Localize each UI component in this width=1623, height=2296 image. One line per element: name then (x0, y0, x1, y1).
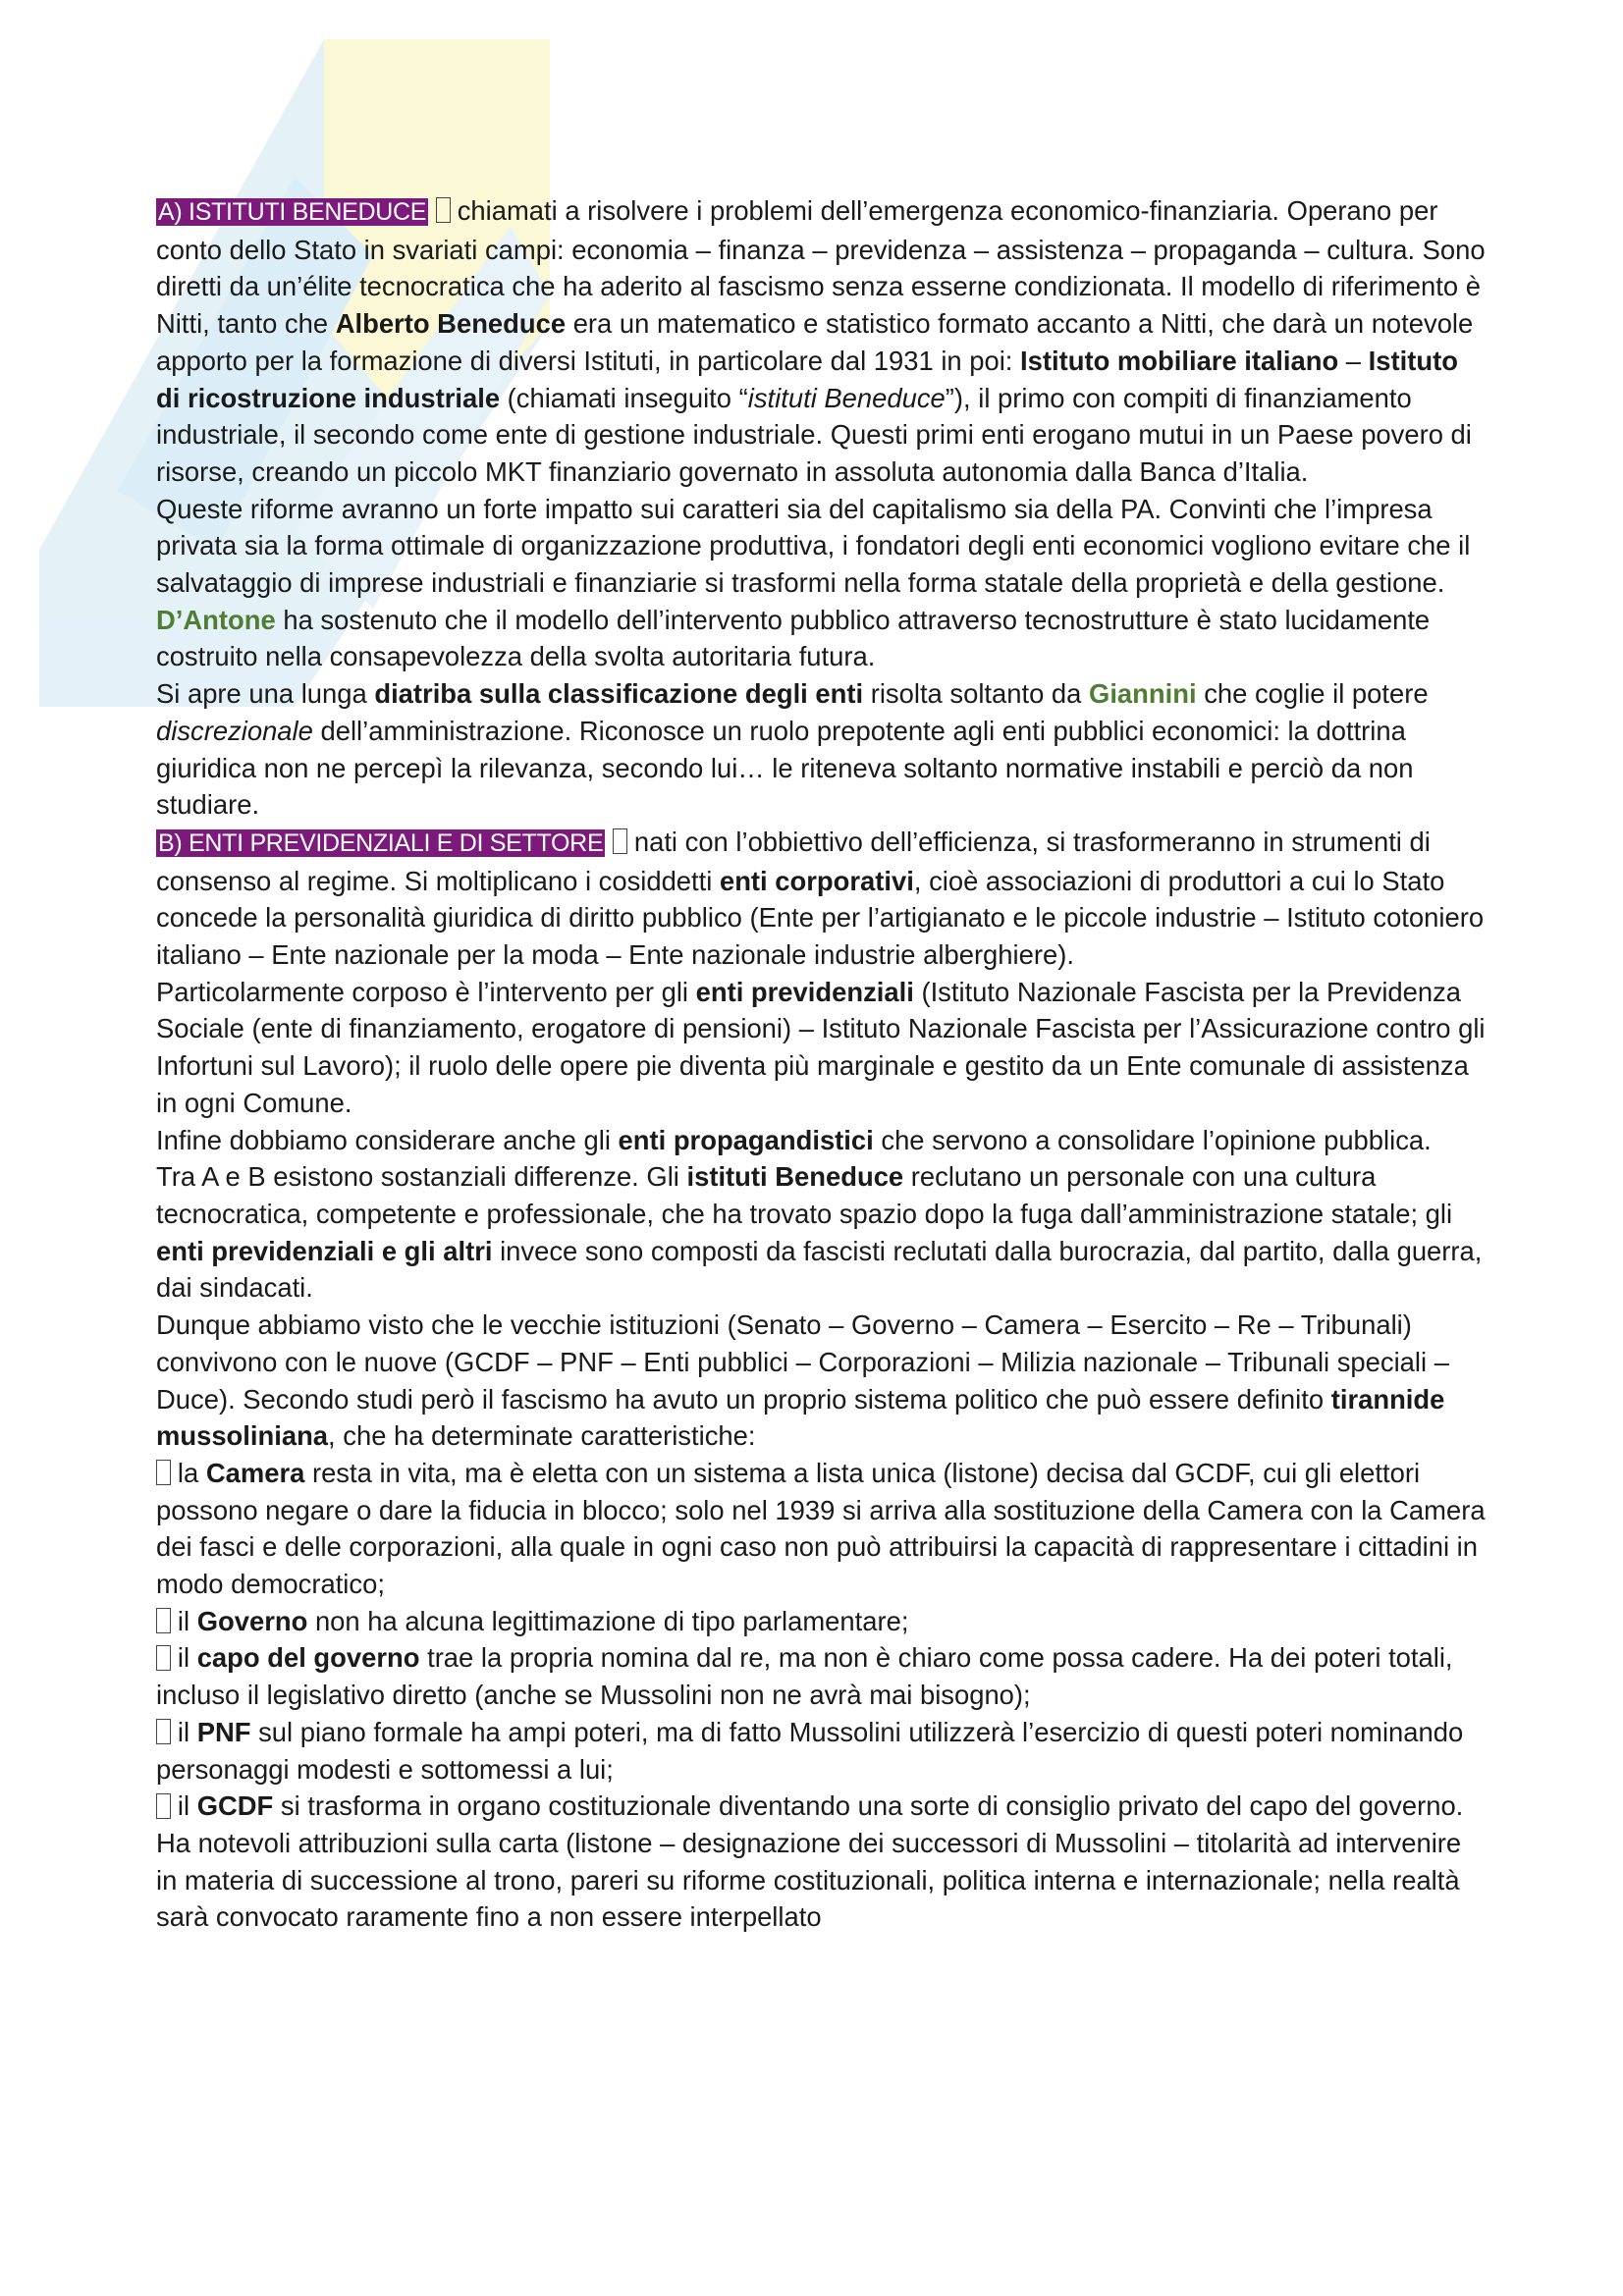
text-run: dell’amministrazione. Riconosce un ruolo prepotente agli enti pubblici economici: la dottrina giuridica non ne percepì la rilevanza, secondo lui… le riteneva soltanto normative instabili e perciò da non studiare. (156, 715, 1414, 821)
text-run: Particolarmente corposo è l’intervento per gli (156, 976, 696, 1007)
text-run: chiamati a risolvere i problemi dell’emergenza economico-finanziaria. Operano per conto dello Stato in svariati campi: economia – finanza – previdenza – assistenza – propaganda – cultura. Sono diretti da un’élite tecnocratica che ha aderito al fascismo senza esserne condizionata. Il modello di riferimento è Nitti, tanto che (156, 195, 1486, 340)
text-run: che coglie il potere (1196, 678, 1429, 710)
bullet-icon (156, 1719, 171, 1744)
bold-term: enti corporativi (719, 865, 914, 896)
text-run: , che ha determinate caratteristiche: (328, 1420, 756, 1452)
bold-term: tirannide mussoliniana (156, 1383, 1445, 1452)
section-heading: A) ISTITUTI BENEDUCE (158, 198, 427, 226)
bold-term: Istituto di ricostruzione industriale (156, 345, 1458, 413)
text-run: nati con l’obbiettivo dell’efficienza, si trasformeranno in strumenti di consenso al regime. Si moltiplicano i cosiddetti (156, 826, 1431, 896)
bullet-icon (613, 828, 627, 854)
paragraph (156, 675, 1487, 824)
text-run: risolta soltanto da (863, 678, 1090, 710)
paragraph (156, 1158, 1487, 1307)
text-run: Si apre una lunga (156, 678, 375, 710)
text-run: era un matematico e statistico formato accanto a Nitti, che darà un notevole apporto per la formazione di diversi Istituti, in particolare dal 1931 in poi: (156, 308, 1474, 376)
text-run: , cioè associazioni di produttori a cui lo Stato concede la personalità giuridica di diritto pubblico (Ente per l’artigianato e le piccole industrie – Istituto cotoniero italiano – Ente nazionale per la moda – Ente nazionale industrie alberghiere). (156, 865, 1485, 971)
italic-term: istituti Beneduce (747, 382, 946, 413)
text-run: Infine dobbiamo considerare anche gli (156, 1124, 619, 1155)
paragraph (156, 1714, 1487, 1788)
section-heading: B) ENTI PREVIDENZIALI E DI SETTORE (158, 828, 604, 857)
bullet-icon (156, 1645, 171, 1671)
text-run: – (1338, 345, 1369, 376)
paragraph (156, 1788, 1487, 1936)
text-run: il (177, 1642, 197, 1674)
bullet-icon (436, 197, 451, 223)
text-run: non ha alcuna legittimazione di tipo parlamentare; (307, 1605, 909, 1636)
paragraph (156, 192, 1487, 491)
text-run: Queste riforme avranno un forte impatto sui caratteri sia del capitalismo sia della PA. Convinti che l’impresa privata sia la forma ottimale di organizzazione produttiva, i fondatori degli enti economici vogliono evitare che il salvataggio di imprese industriali e finanziarie si trasformi nella forma statale della proprietà e della gestione. (156, 493, 1471, 599)
text-run: (chiamati inseguito “ (500, 382, 748, 413)
italic-term: discrezionale (156, 715, 313, 746)
bold-term: diatriba sulla classificazione degli enti (374, 678, 864, 710)
bullet-icon (156, 1793, 171, 1819)
text-run: trae la propria nomina dal re, ma non è chiaro come possa cadere. Ha dei poteri totali, incluso il legislativo diretto (anche se Mussolini non ne avrà mai bisogno); (156, 1642, 1453, 1711)
bold-term: enti previdenziali e gli altri (156, 1235, 493, 1266)
text-run: il (177, 1790, 197, 1822)
text-run: ha sostenuto che il modello dell’intervento pubblico attraverso tecnostrutture è stato lucidamente costruito nella consapevolezza della svolta autoritaria futura. (156, 604, 1431, 672)
text-run: il (177, 1716, 197, 1747)
bold-term: Governo (196, 1605, 308, 1636)
author-name: Giannini (1089, 678, 1197, 710)
text-run: ”), il primo con compiti di finanziamento industriale, il secondo come ente di gestione industriale. Questi primi enti erogano mutui in un Paese povero di risorse, creando un piccolo MKT finanziario governato in assoluta autonomia dalla Banca d’Italia. (156, 382, 1472, 487)
paragraph (156, 1639, 1487, 1713)
text-run: si trasforma in organo costituzionale diventando una sorte di consiglio privato del capo del governo. Ha notevoli attribuzioni sulla carta (listone – designazione dei successori di Mussolini – titolarità ad intervenire in materia di successione al trono, pareri su riforme costituzionali, politica interna e internazionale; nella realtà sarà convocato raramente fino a non essere interpellato (156, 1790, 1464, 1933)
author-name: D’Antone (156, 604, 276, 635)
bold-term: istituti Beneduce (686, 1161, 904, 1193)
paragraph (156, 1307, 1487, 1455)
text-run: invece sono composti da fascisti reclutati dalla burocrazia, dal partito, dalla guerra, dai sindacati. (156, 1235, 1483, 1304)
bold-term: GCDF (196, 1790, 274, 1822)
text-run: (Istituto Nazionale Fascista per la Previdenza Sociale (ente di finanziamento, erogatore di pensioni) – Istituto Nazionale Fascista per l’Assicurazione contro gli Infortuni sul Lavoro); il ruolo delle opere pie diventa più marginale e gestito da un Ente comunale di assistenza in ogni Comune. (156, 976, 1486, 1118)
text-run: Dunque abbiamo visto che le vecchie istituzioni (Senato – Governo – Camera – Esercito – Re – Tribunali) convivono con le nuove (GCDF – PNF – Enti pubblici – Corporazioni – Milizia nazionale – Tribunali speciali – Duce). Secondo studi però il fascismo ha avuto un proprio sistema politico che può essere definito (156, 1309, 1449, 1415)
text-run: sul piano formale ha ampi poteri, ma di fatto Mussolini utilizzerà l’esercizio di questi poteri nominando personaggi modesti e sottomessi a lui; (156, 1716, 1464, 1785)
bold-term: Alberto Beneduce (335, 308, 567, 340)
bullet-icon (156, 1460, 171, 1485)
bold-term: enti previdenziali (695, 976, 914, 1007)
bold-term: PNF (196, 1716, 251, 1747)
bold-term: capo del governo (196, 1642, 420, 1674)
text-run: la (177, 1457, 206, 1488)
document-body (156, 192, 1487, 1936)
paragraph (156, 974, 1487, 1122)
text-run: reclutano un personale con una cultura tecnocratica, competente e professionale, che ha trovato spazio dopo la fuga dall’amministrazione statale; gli (156, 1161, 1453, 1229)
paragraph (156, 1122, 1487, 1159)
paragraph (156, 1455, 1487, 1603)
bold-term: Camera (205, 1457, 305, 1488)
text-run: resta in vita, ma è eletta con un sistema a lista unica (listone) decisa dal GCDF, cui gli elettori possono negare o dare la fiducia in blocco; solo nel 1939 si arriva alla sostituzione della Camera con la Camera dei fasci e delle corporazioni, alla quale in ogni caso non può attribuirsi la capacità di rappresentare i cittadini in modo democratico; (156, 1457, 1486, 1600)
bold-term: enti propagandistici (618, 1124, 874, 1155)
bullet-icon (156, 1608, 171, 1633)
paragraph (156, 824, 1487, 974)
bold-term: Istituto mobiliare italiano (1020, 345, 1339, 376)
text-run: il (177, 1605, 197, 1636)
text-run: che servono a consolidare l’opinione pubblica. (873, 1124, 1432, 1155)
paragraph (156, 1603, 1487, 1640)
text-run: Tra A e B esistono sostanziali differenze. Gli (156, 1161, 687, 1193)
paragraph (156, 491, 1487, 676)
